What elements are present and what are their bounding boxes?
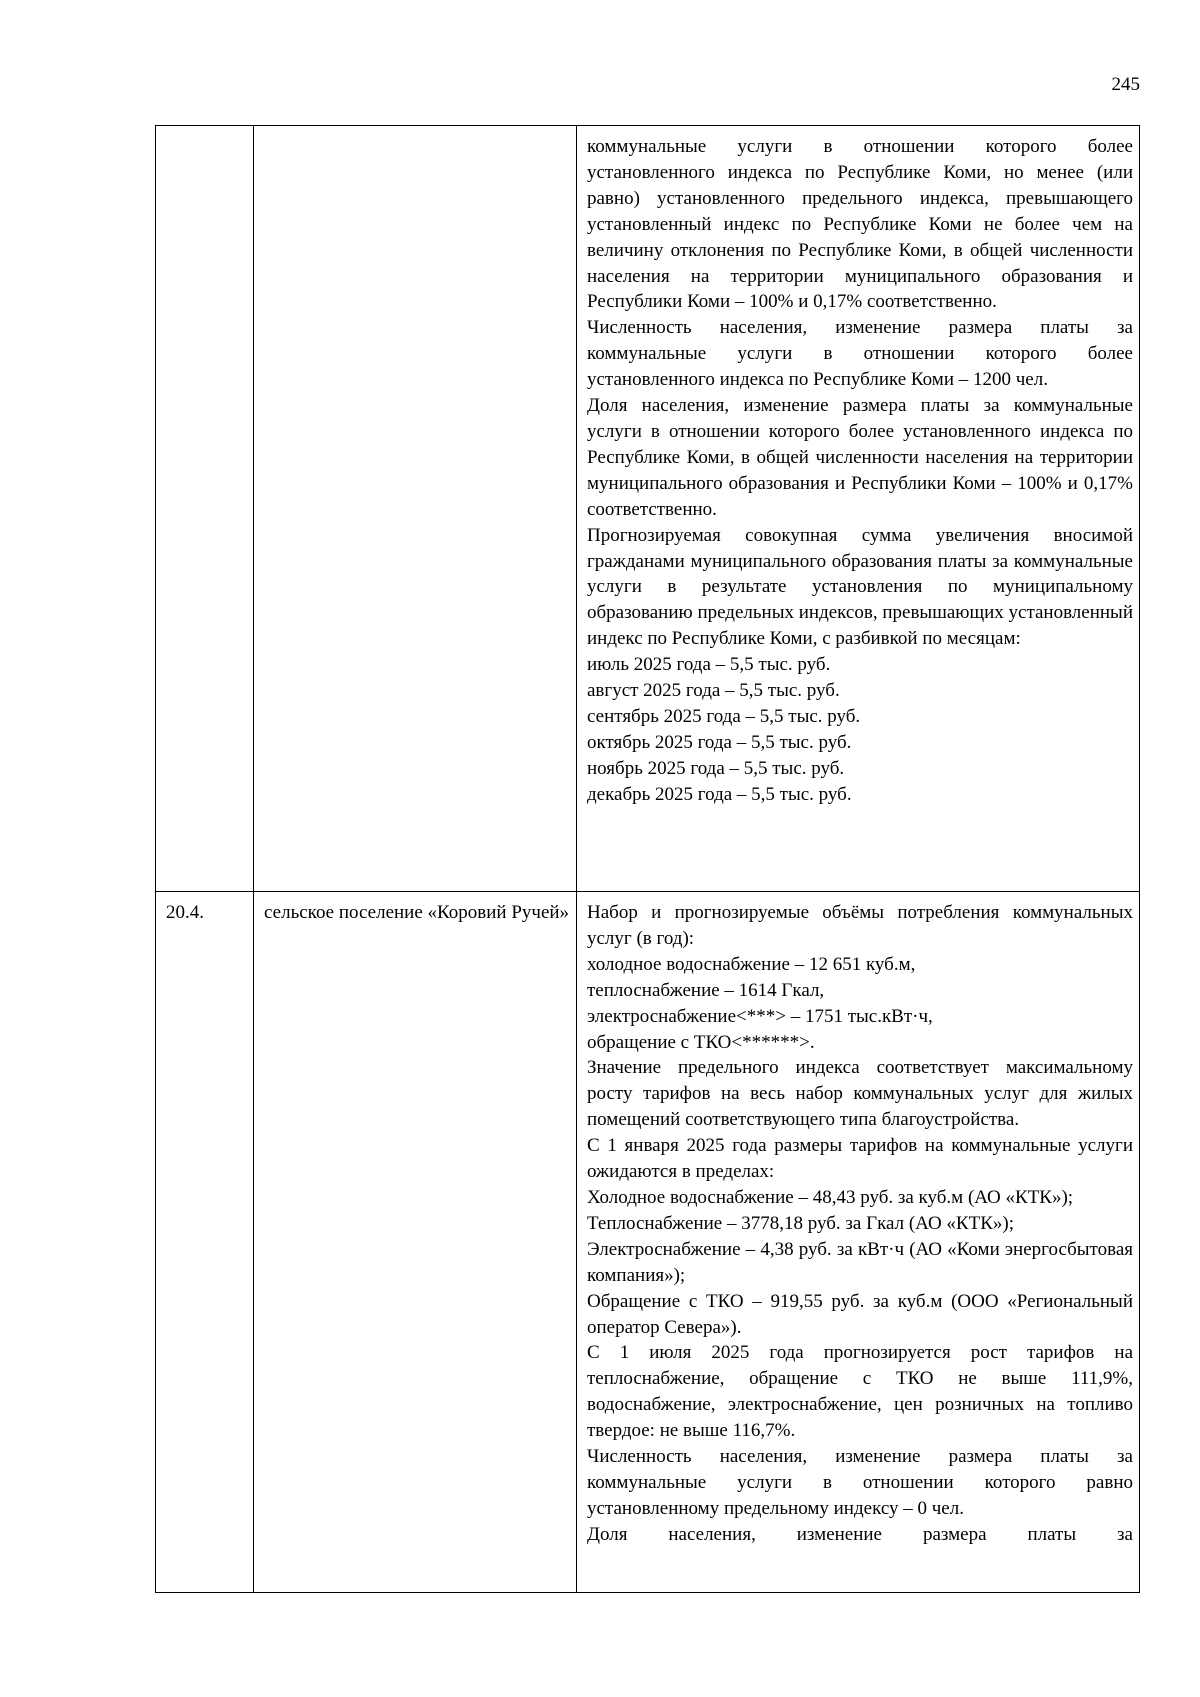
description-paragraph: август 2025 года – 5,5 тыс. руб. [587,680,840,702]
description-paragraph: Холодное водоснабжение – 48,43 руб. за куб.м (АО «КТК»); [587,1186,1074,1208]
description-cell [577,892,1140,1593]
table-row [156,892,1140,1593]
description-paragraph: декабрь 2025 года – 5,5 тыс. руб. [587,783,852,805]
description-paragraph: июль 2025 года – 5,5 тыс. руб. [587,654,831,676]
municipality-name: сельское поселение «Коровий Ручей» [264,902,570,923]
description-paragraph: обращение с ТКО<******>. [587,1031,815,1053]
description-paragraph: С 1 января 2025 года размеры тарифов на коммунальные услуги ожидаются в пределах: [587,1135,1133,1183]
row-number: 20.4. [166,902,204,923]
row-number-cell [156,126,254,892]
description-paragraph: С 1 июля 2025 года прогнозируется рост тарифов на теплоснабжение, обращение с ТКО не выше 111,9%, водоснабжение, электроснабжение, цен розничных на топливо твердое: не выше 116,7%. [587,1342,1133,1442]
page-number: 245 [1111,74,1140,95]
description-paragraph: Доля населения, изменение размера платы за коммунальные услуги в отношении которого более установленного индекса по Республике Коми, в общей численности населения на территории муниципального образования и Республики Коми – 100% и 0,17% соответственно. [587,395,1133,520]
municipality-cell [254,892,577,1593]
description-paragraph: электроснабжение<***> – 1751 тыс.кВт·ч, [587,1005,933,1027]
table-row [156,126,1140,892]
tariff-table [155,125,1140,1593]
description-paragraph: ноябрь 2025 года – 5,5 тыс. руб. [587,757,845,779]
description-paragraph: сентябрь 2025 года – 5,5 тыс. руб. [587,705,861,727]
description-paragraph: Прогнозируемая совокупная сумма увеличения вносимой гражданами муниципального образования платы за коммунальные услуги в результате установления по муниципальному образованию предельных индексов, превышающих установленный индекс по Республике Коми, с разбивкой по месяцам: [587,524,1133,650]
description-paragraph: Электроснабжение – 4,38 руб. за кВт·ч (АО «Коми энергосбытовая компания»); [587,1238,1133,1286]
description-paragraph: Обращение с ТКО – 919,55 руб. за куб.м (ООО «Региональный оператор Севера»). [587,1290,1133,1338]
description-paragraph: Численность населения, изменение размера платы за коммунальные услуги в отношении которого более установленного индекса по Республике Коми – 1200 чел. [587,317,1133,391]
description-paragraph: коммунальные услуги в отношении которого более установленного индекса по Республике Коми, но менее (или равно) установленного предельного индекса, превышающего установленный индекс по Республике Коми не более чем на величину отклонения по Республике Коми, в общей численности населения на территории муниципального образования и Республики Коми – 100% и 0,17% соответственно. [587,136,1133,313]
description-paragraph: холодное водоснабжение – 12 651 куб.м, [587,953,916,975]
description-paragraph: Значение предельного индекса соответствует максимальному росту тарифов на весь набор коммунальных услуг для жилых помещений соответствующего типа благоустройства. [587,1057,1133,1131]
row-number-cell [156,892,254,1593]
description-cell [577,126,1140,892]
description-paragraph: Теплоснабжение – 3778,18 руб. за Гкал (АО «КТК»); [587,1212,1014,1234]
description-paragraph: Доля населения, изменение размера платы за [587,1523,1133,1545]
description-paragraph: Численность населения, изменение размера платы за коммунальные услуги в отношении которого равно установленному предельному индексу – 0 чел. [587,1446,1133,1519]
description-paragraph: Набор и прогнозируемые объёмы потребления коммунальных услуг (в год): [587,902,1133,949]
municipality-cell [254,126,577,892]
description-paragraph: октябрь 2025 года – 5,5 тыс. руб. [587,731,852,753]
description-paragraph: теплоснабжение – 1614 Гкал, [587,979,825,1001]
